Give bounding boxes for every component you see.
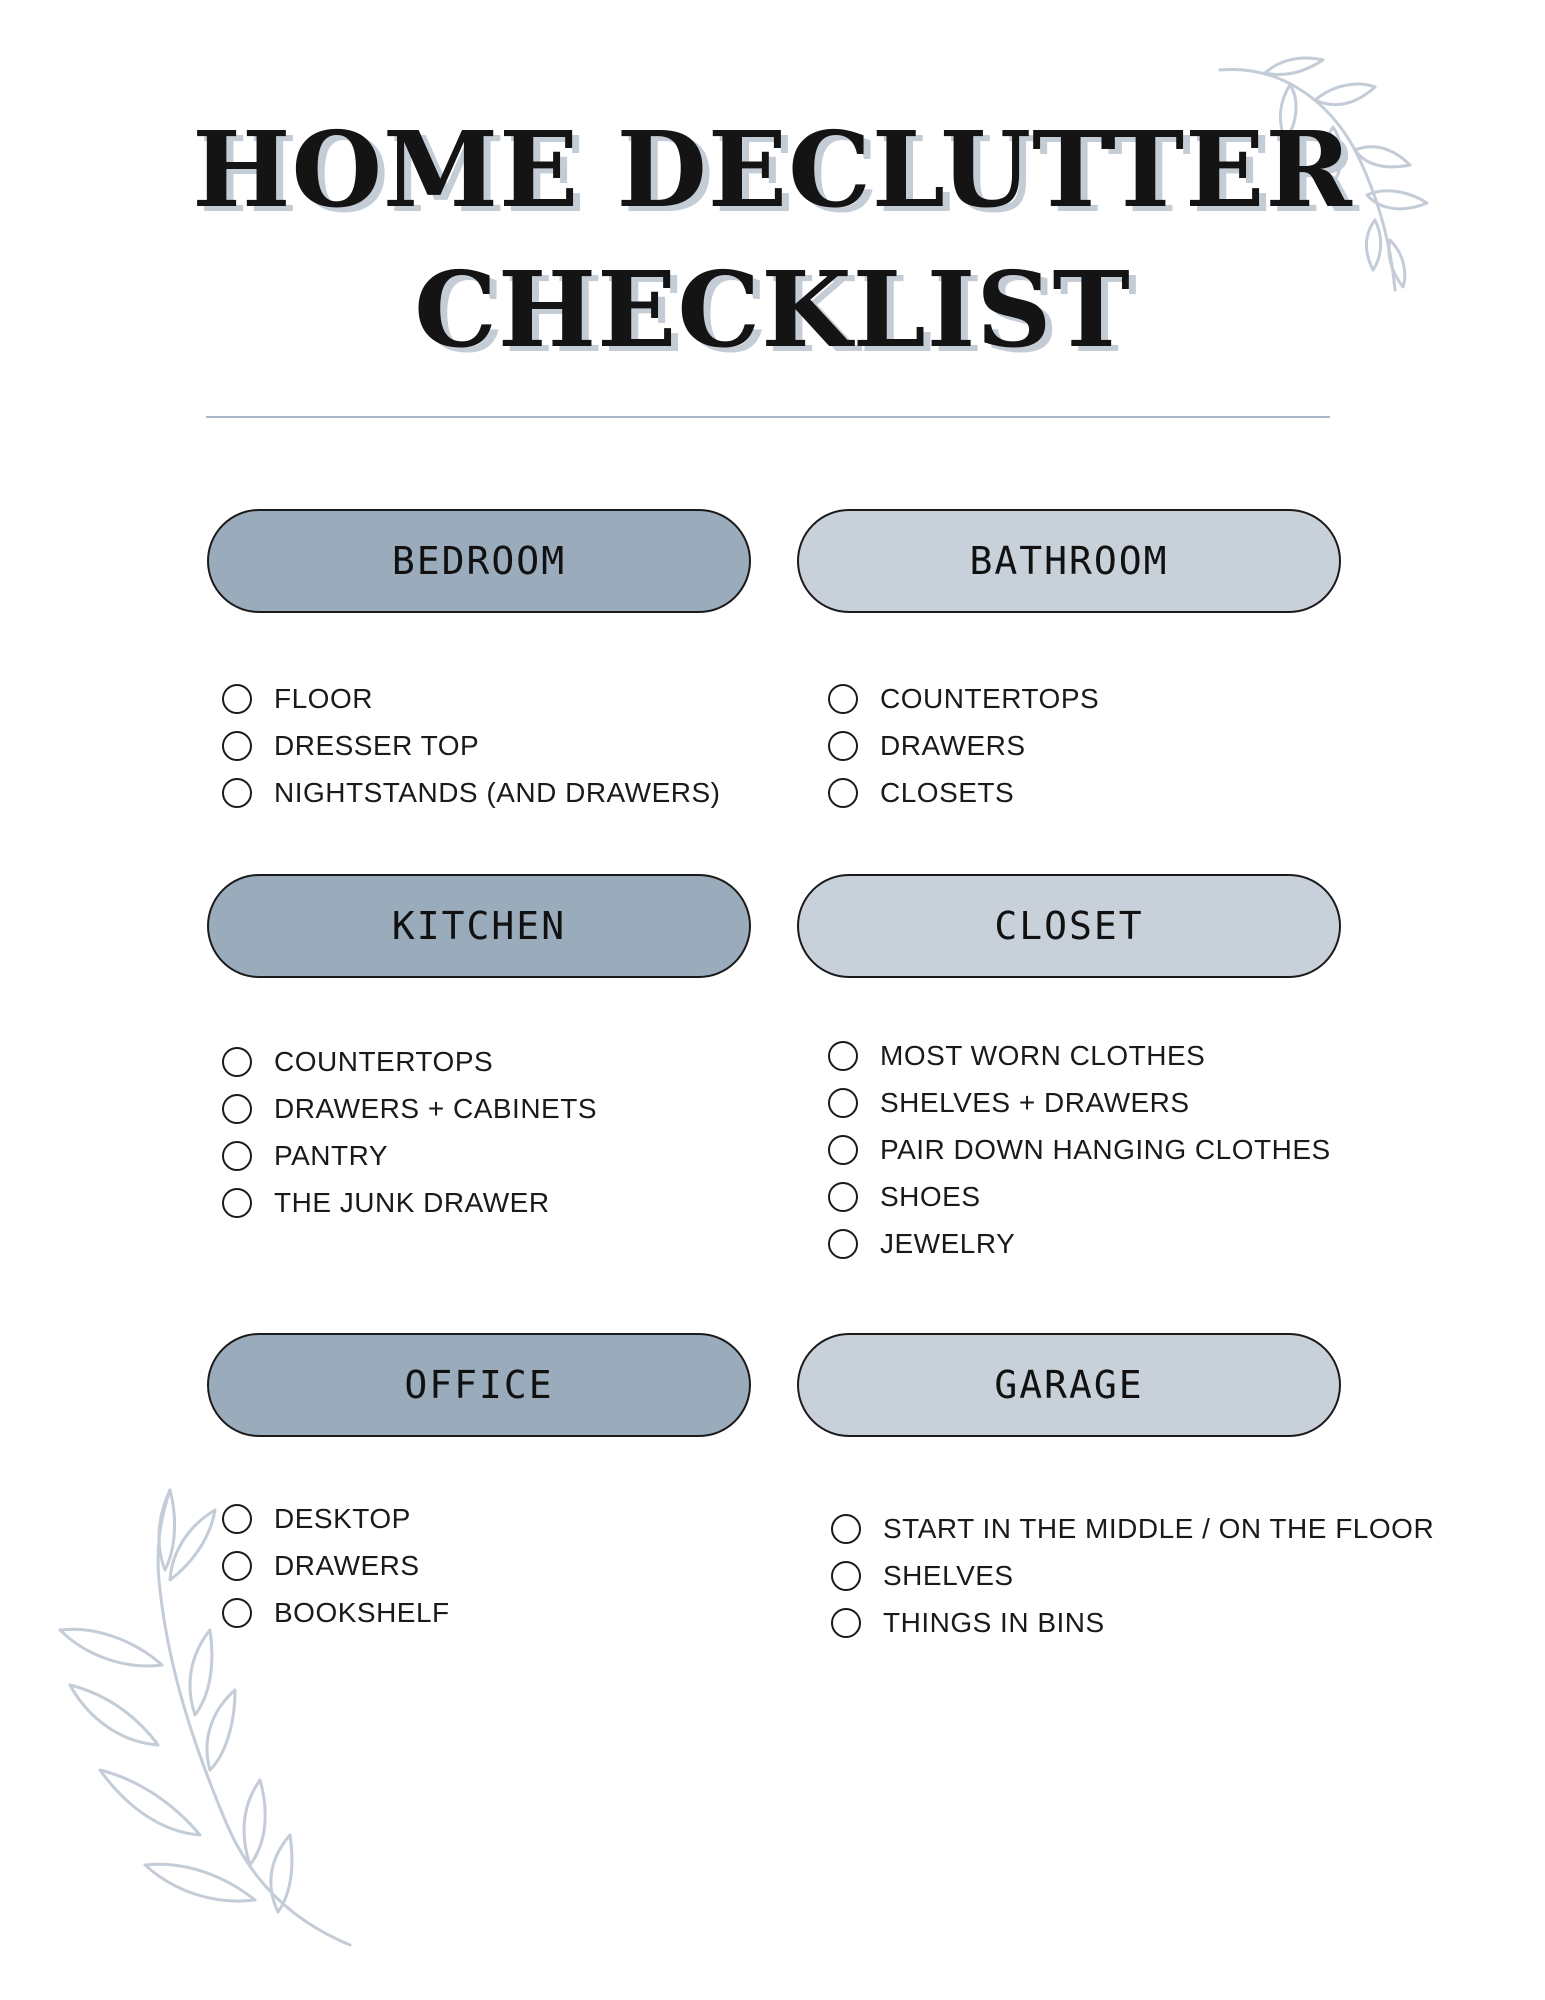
bathroom-checklist [828,675,1099,816]
title-divider [206,416,1330,418]
checkbox-circle[interactable] [828,684,858,714]
checklist-item-label: BOOKSHELF [274,1596,450,1628]
office-checklist [222,1495,450,1636]
checklist-item [828,1126,1331,1173]
checklist-item [828,1173,1331,1220]
checklist-item-label: DRAWERS + CABINETS [274,1092,598,1124]
closet-checklist [828,1032,1331,1267]
checkbox-circle[interactable] [222,684,252,714]
checklist-item-label: DRAWERS [274,1549,420,1581]
checklist-item [222,1132,597,1179]
checklist-item [828,722,1099,769]
checklist-item-label: DRAWERS [880,729,1026,761]
checklist-item-label: JEWELRY [880,1227,1016,1259]
checklist-item-label: THE JUNK DRAWER [274,1186,550,1218]
section-heading-bathroom: BATHROOM [797,509,1341,613]
checklist-item-label: DRESSER TOP [274,729,480,761]
checkbox-circle[interactable] [222,1598,252,1628]
section-heading-office: OFFICE [207,1333,751,1437]
checkbox-circle[interactable] [222,1094,252,1124]
checklist-item [222,769,721,816]
checkbox-circle[interactable] [222,1141,252,1171]
checklist-item-label: FLOOR [274,682,373,714]
checkbox-circle[interactable] [828,1041,858,1071]
checklist-item-label: START IN THE MIDDLE / ON THE FLOOR [883,1512,1435,1544]
checklist-item [828,1079,1331,1126]
checkbox-circle[interactable] [828,1135,858,1165]
checklist-item-label: CLOSETS [880,776,1015,808]
checklist-item [828,675,1099,722]
checklist-item [222,1038,597,1085]
checklist-item [222,1589,450,1636]
checklist-item-label: COUNTERTOPS [880,682,1100,714]
checklist-item-label: PAIR DOWN HANGING CLOTHES [880,1133,1331,1165]
checklist-item-label: SHOES [880,1180,981,1212]
checklist-item-label: SHELVES + DRAWERS [880,1086,1190,1118]
checklist-item [831,1505,1434,1552]
page-title-line-1: HOME DECLUTTER [192,108,1353,231]
checklist-item-label: THINGS IN BINS [883,1606,1105,1638]
section-heading-closet: CLOSET [797,874,1341,978]
checklist-item-label: SHELVES [883,1559,1014,1591]
checkbox-circle[interactable] [222,1047,252,1077]
checklist-item [828,769,1099,816]
checkbox-circle[interactable] [831,1608,861,1638]
bedroom-checklist [222,675,721,816]
checkbox-circle[interactable] [222,1504,252,1534]
checkbox-circle[interactable] [828,731,858,761]
checkbox-circle[interactable] [828,778,858,808]
checklist-item [831,1552,1434,1599]
checkbox-circle[interactable] [222,778,252,808]
checkbox-circle[interactable] [828,1229,858,1259]
checkbox-circle[interactable] [828,1182,858,1212]
checklist-item [222,1085,597,1132]
checklist-item [831,1599,1434,1646]
page-title-line-2: CHECKLIST [414,248,1131,371]
checklist-item-label: COUNTERTOPS [274,1045,494,1077]
checklist-item-label: NIGHTSTANDS (AND DRAWERS) [274,776,721,808]
checklist-item [222,1179,597,1226]
checklist-item [222,1542,450,1589]
checkbox-circle[interactable] [222,731,252,761]
section-heading-bedroom: BEDROOM [207,509,751,613]
section-heading-garage: GARAGE [797,1333,1341,1437]
checklist-item [222,722,721,769]
checkbox-circle[interactable] [222,1551,252,1581]
checklist-item [828,1220,1331,1267]
checklist-item [828,1032,1331,1079]
checklist-item-label: MOST WORN CLOTHES [880,1039,1206,1071]
checkbox-circle[interactable] [831,1514,861,1544]
section-heading-kitchen: KITCHEN [207,874,751,978]
kitchen-checklist [222,1038,597,1226]
checklist-item-label: PANTRY [274,1139,388,1171]
checkbox-circle[interactable] [222,1188,252,1218]
checkbox-circle[interactable] [831,1561,861,1591]
checklist-item [222,1495,450,1542]
garage-checklist [831,1505,1434,1646]
checklist-item-label: DESKTOP [274,1502,411,1534]
checklist-item [222,675,721,722]
checkbox-circle[interactable] [828,1088,858,1118]
